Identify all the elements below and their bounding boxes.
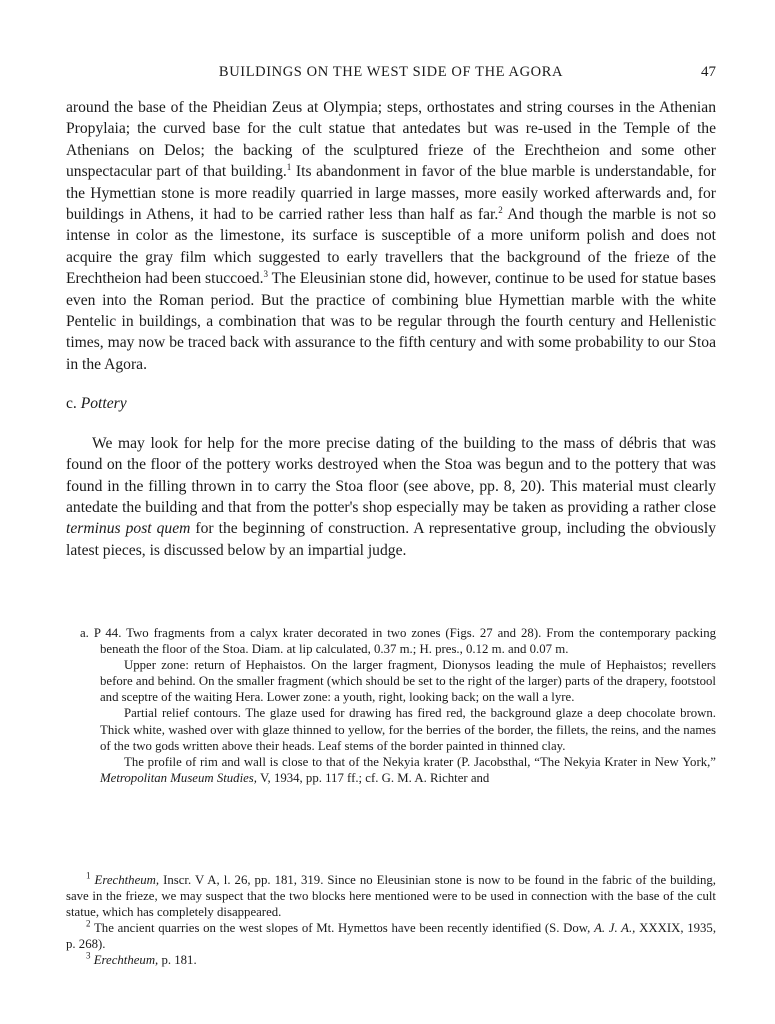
section-title: Pottery	[80, 395, 127, 413]
paragraph-pottery-text-a: We may look for help for the more precise dating of the building to the mass of débris that was found on the floor of the pottery works destroyed when the Stoa was begun and to the pottery that was found in the filling thrown in to carry the Stoa floor (see above, pp. 8, 20). This material must clearly antedate the building and that from the potter's shop especially may be taken as providing a rather close	[66, 434, 716, 516]
paragraph-marble-text-a: around the base of the Pheidian Zeus at Olympia; steps, orthostates and string courses in the Athenian Propylaia; the curved base for the cult statue that antedates but was re-used in the Temple of the Athenians on Delos; the backing of the sculptured frieze of the Erechtheion and some other unspectacular part of that building.	[66, 99, 716, 181]
footnote-2-mark: 2	[86, 919, 91, 930]
footnote-3-mark: 3	[86, 951, 91, 962]
paragraph-marble-text-d: The Eleusinian stone did, however, continue to be used for statue bases even into the Roman period. But the practice of combining blue Hymettian marble with the white Pentelic in buildings, a combination that was to be regular through the fourth century and Hellenistic times, may now be traced back with assurance to the fifth century and with some probability to our Stoa in the Agora.	[66, 270, 717, 373]
footnote-1	[66, 872, 716, 920]
paragraph-marble-text-c: And though the marble is not so intense in color as the limestone, its surface is susceptible of a more uniform polish and does not acquire the gray film which suggested to early travellers that the background of the frieze of the Erechtheion had been stuccoed.	[66, 206, 716, 288]
catalog-entry-a: a. P 44. Two fragments from a calyx krater decorated in two zones (Figs. 27 and 28). From the contemporary packing beneath the floor of the Stoa. Diam. at lip calculated, 0.37 m.; H. pres., 0.12 m. and 0.07 m.	[80, 626, 716, 657]
paragraph-pottery-text-b: for the beginning of construction. A representative group, including the obviously latest pieces, is discussed below by an impartial judge.	[66, 520, 716, 559]
section-heading-pottery	[66, 393, 716, 414]
footnote-3-italic: Erechtheum,	[93, 953, 159, 968]
footnote-2-italic: A. J. A.,	[594, 921, 636, 936]
paragraph-marble	[66, 97, 716, 375]
footnote-1-italic: Erechtheum,	[94, 873, 160, 887]
paragraph-pottery-italic: terminus post quem	[66, 520, 191, 538]
footnotes	[66, 872, 716, 969]
paragraph-pottery	[66, 433, 716, 561]
footnote-3	[66, 952, 716, 968]
footnote-3-text: p. 181.	[158, 953, 197, 968]
catalog-technique: Partial relief contours. The glaze used for drawing has fired red, the background glaze a deep chocolate brown. Thick white, washed over with glaze thinned to yellow, for the berries of the border, the fillets, the reins, and the names of the two gods written above their heads. Leaf stems of the border painted in thinned clay.	[100, 706, 716, 753]
page-number: 47	[701, 64, 716, 80]
catalog-profile-italic: Metropolitan Museum Studies,	[100, 770, 257, 785]
running-head: BUILDINGS ON THE WEST SIDE OF THE AGORA	[218, 64, 564, 80]
catalog-profile	[66, 754, 716, 786]
main-text	[66, 97, 716, 561]
footnote-1-text: Inscr. V A, l. 26, pp. 181, 319. Since no Eleusinian stone is now to be found in the fabric of the building, save in the frieze, we may suspect that the two blocks here mentioned were to be used in connection with the base of the cult statue, which has completely disappeared.	[66, 873, 717, 920]
section-letter: c.	[66, 395, 77, 413]
footnote-2-text-a: The ancient quarries on the west slopes of Mt. Hymettos have been recently identified (S. Dow,	[93, 921, 595, 936]
page-header	[66, 64, 716, 84]
footnote-ref-1[interactable]: 1	[286, 162, 292, 173]
catalog-profile-text-a: The profile of rim and wall is close to that of the Nekyia krater (P. Jacobsthal, “The Nekyia Krater in New York,”	[124, 754, 716, 769]
paragraph-marble-text-b: Its abandonment in favor of the blue marble is understandable, for the Hymettian stone is more readily quarried in large masses, more easily worked afterwards and, for buildings in Athens, it had to be carried rather less than half as far.	[66, 163, 716, 224]
catalog	[66, 625, 716, 786]
footnote-2-text-b: XXXIX, 1935, p. 268).	[66, 921, 717, 952]
footnote-ref-3[interactable]: 3	[263, 269, 269, 280]
footnote-ref-2[interactable]: 2	[498, 204, 503, 215]
catalog-profile-text-b: V, 1934, pp. 117 ff.; cf. G. M. A. Richter and	[256, 770, 490, 785]
footnote-2	[66, 920, 716, 952]
footnote-1-mark: 1	[86, 870, 91, 881]
catalog-description: Upper zone: return of Hephaistos. On the larger fragment, Dionysos leading the mule of Hephaistos; revellers before and behind. On the smaller fragment (which should be set to the right of the larger) parts of the drapery, footstool and sceptre of the waiting Hera. Lower zone: a youth, right, looking back; on the wall a lyre.	[100, 658, 716, 705]
